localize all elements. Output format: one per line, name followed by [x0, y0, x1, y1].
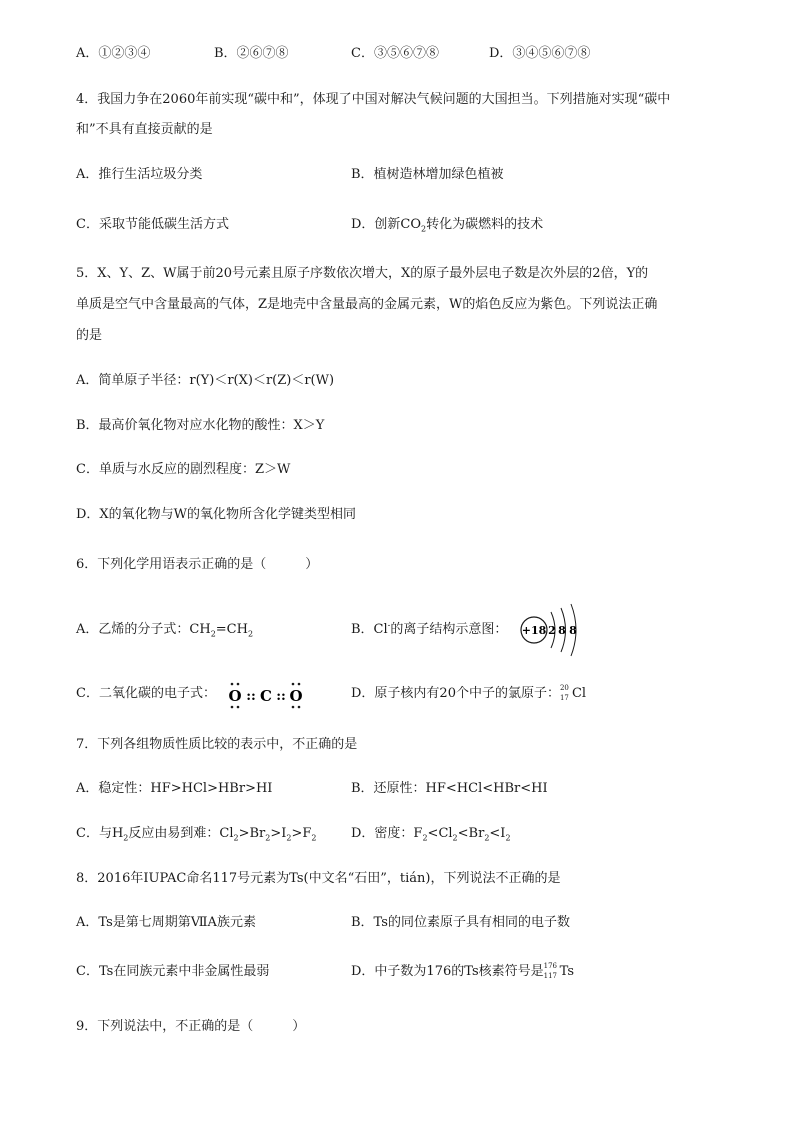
q6-a-mid: =CH: [215, 622, 248, 637]
q4-d-sub: 2: [421, 224, 427, 234]
q8-option-a: A．Ts是第七周期第ⅦA族元素: [76, 915, 256, 930]
nucleus-charge: +18: [521, 624, 547, 637]
q4-stem-line2: 和”不具有直接贡献的是: [76, 122, 213, 137]
lewis-atom-c: C: [260, 687, 272, 705]
q6-b-text-post: 的离子结构示意图：: [390, 622, 508, 637]
q3-option-b: B．②⑥⑦⑧: [214, 46, 289, 61]
q4-option-a: A．推行生活垃圾分类: [76, 167, 203, 182]
lewis-bond-left: ::: [246, 689, 256, 704]
ts-atomic-number: 117: [543, 972, 558, 980]
q6-stem: 6．下列化学用语表示正确的是（ ）: [76, 557, 319, 572]
q3-option-a: A．①②③④: [76, 46, 151, 61]
q6-b-sup: -: [387, 620, 391, 630]
q6-a-sub1: 2: [210, 629, 216, 639]
shell-count-1: 2: [548, 624, 556, 637]
q8-option-d: [351, 963, 574, 981]
ts-nuclide-notation: [544, 963, 560, 981]
ion-structure-diagram: [518, 602, 588, 658]
q4-option-b: B．植树造林增加绿色植被: [351, 167, 504, 182]
q5-option-b: B．最高价氧化物对应水化物的酸性：X＞Y: [76, 418, 325, 433]
shell-count-2: 8: [558, 624, 566, 637]
q8-stem: 8．2016年IUPAC命名117号元素为Ts(中文名“石田”，tián)，下列说法不正确的是: [76, 871, 561, 886]
q7-stem: 7．下列各组物质性质比较的表示中，不正确的是: [76, 737, 358, 752]
lewis-atom-o-right: O: [289, 687, 303, 705]
q4-option-d: [351, 216, 543, 234]
nuclide-mass-number: 20: [559, 684, 569, 692]
q4-stem-line1: 4．我国力争在2060年前实现“碳中和”，体现了中国对解决气候问题的大国担当。下列措施对实现“碳中: [76, 92, 671, 107]
q7-option-a: A．稳定性：HF>HCl>HBr>HI: [76, 781, 273, 796]
q6-option-b: [351, 621, 507, 639]
q6-a-sub2: 2: [247, 629, 254, 639]
q4-d-text: D．创新CO: [351, 217, 422, 232]
q6-a-text: A．乙烯的分子式：CH: [76, 622, 211, 637]
q5-stem-line1: 5．X、Y、Z、W属于前20号元素且原子序数依次增大，X的原子最外层电子数是次外层的2倍，Y的: [76, 266, 649, 281]
ts-symbol: Ts: [559, 964, 575, 979]
q5-option-c: C．单质与水反应的剧烈程度：Z＞W: [76, 462, 291, 477]
q3-option-d: D．③④⑤⑥⑦⑧: [489, 46, 591, 61]
q8-option-c: C．Ts在同族元素中非金属性最弱: [76, 964, 270, 979]
shell-count-3: 8: [569, 624, 577, 637]
q7-option-c: C．与$H_2$反应由易到难：$Cl_2>Br_2>I_2>F_2$: [76, 826, 317, 843]
q6-b-text: B．Cl: [351, 622, 388, 637]
q3-option-c: C．③⑤⑥⑦⑧: [351, 46, 439, 61]
nuclide-atomic-number: 17: [559, 694, 569, 702]
q5-option-a: A．简单原子半径：r(Y)＜r(X)＜r(Z)＜r(W): [76, 373, 335, 388]
q6-option-d: [351, 685, 586, 703]
q5-stem-line2: 单质是空气中含量最高的气体，Z是地壳中含量最高的金属元素，W的焰色反应为紫色。下列说法正确: [76, 297, 658, 312]
q6-d-text: D．原子核内有20个中子的氯原子：: [351, 686, 560, 701]
q4-d-text-post: 转化为碳燃料的技术: [426, 217, 544, 232]
q5-stem-line3: 的是: [76, 328, 103, 343]
ts-mass-number: 176: [543, 962, 558, 970]
nuclide-symbol: Cl: [571, 686, 587, 701]
co2-electron-dot-formula: [226, 680, 304, 710]
q6-option-a: [76, 621, 253, 639]
q9-stem: 9．下列说法中，不正确的是（ ）: [76, 1019, 306, 1034]
q6-option-c: C．二氧化碳的电子式：: [76, 686, 216, 701]
q7-option-b: B．还原性：HF<HCl<HBr<HI: [351, 781, 548, 796]
lewis-bond-right: ::: [276, 689, 286, 704]
q4-option-c: C．采取节能低碳生活方式: [76, 217, 229, 232]
nuclide-notation: [560, 685, 572, 703]
lewis-atom-o-left: O: [228, 687, 242, 705]
q8-d-text: D．中子数为176的Ts核素符号是: [351, 964, 544, 979]
q5-option-d: D．X的氧化物与W的氧化物所含化学键类型相同: [76, 507, 357, 522]
q8-option-b: B．Ts的同位素原子具有相同的电子数: [351, 915, 570, 930]
q7-option-d: D．密度：$F_2<Cl_2<Br_2<I_2$: [351, 826, 511, 843]
